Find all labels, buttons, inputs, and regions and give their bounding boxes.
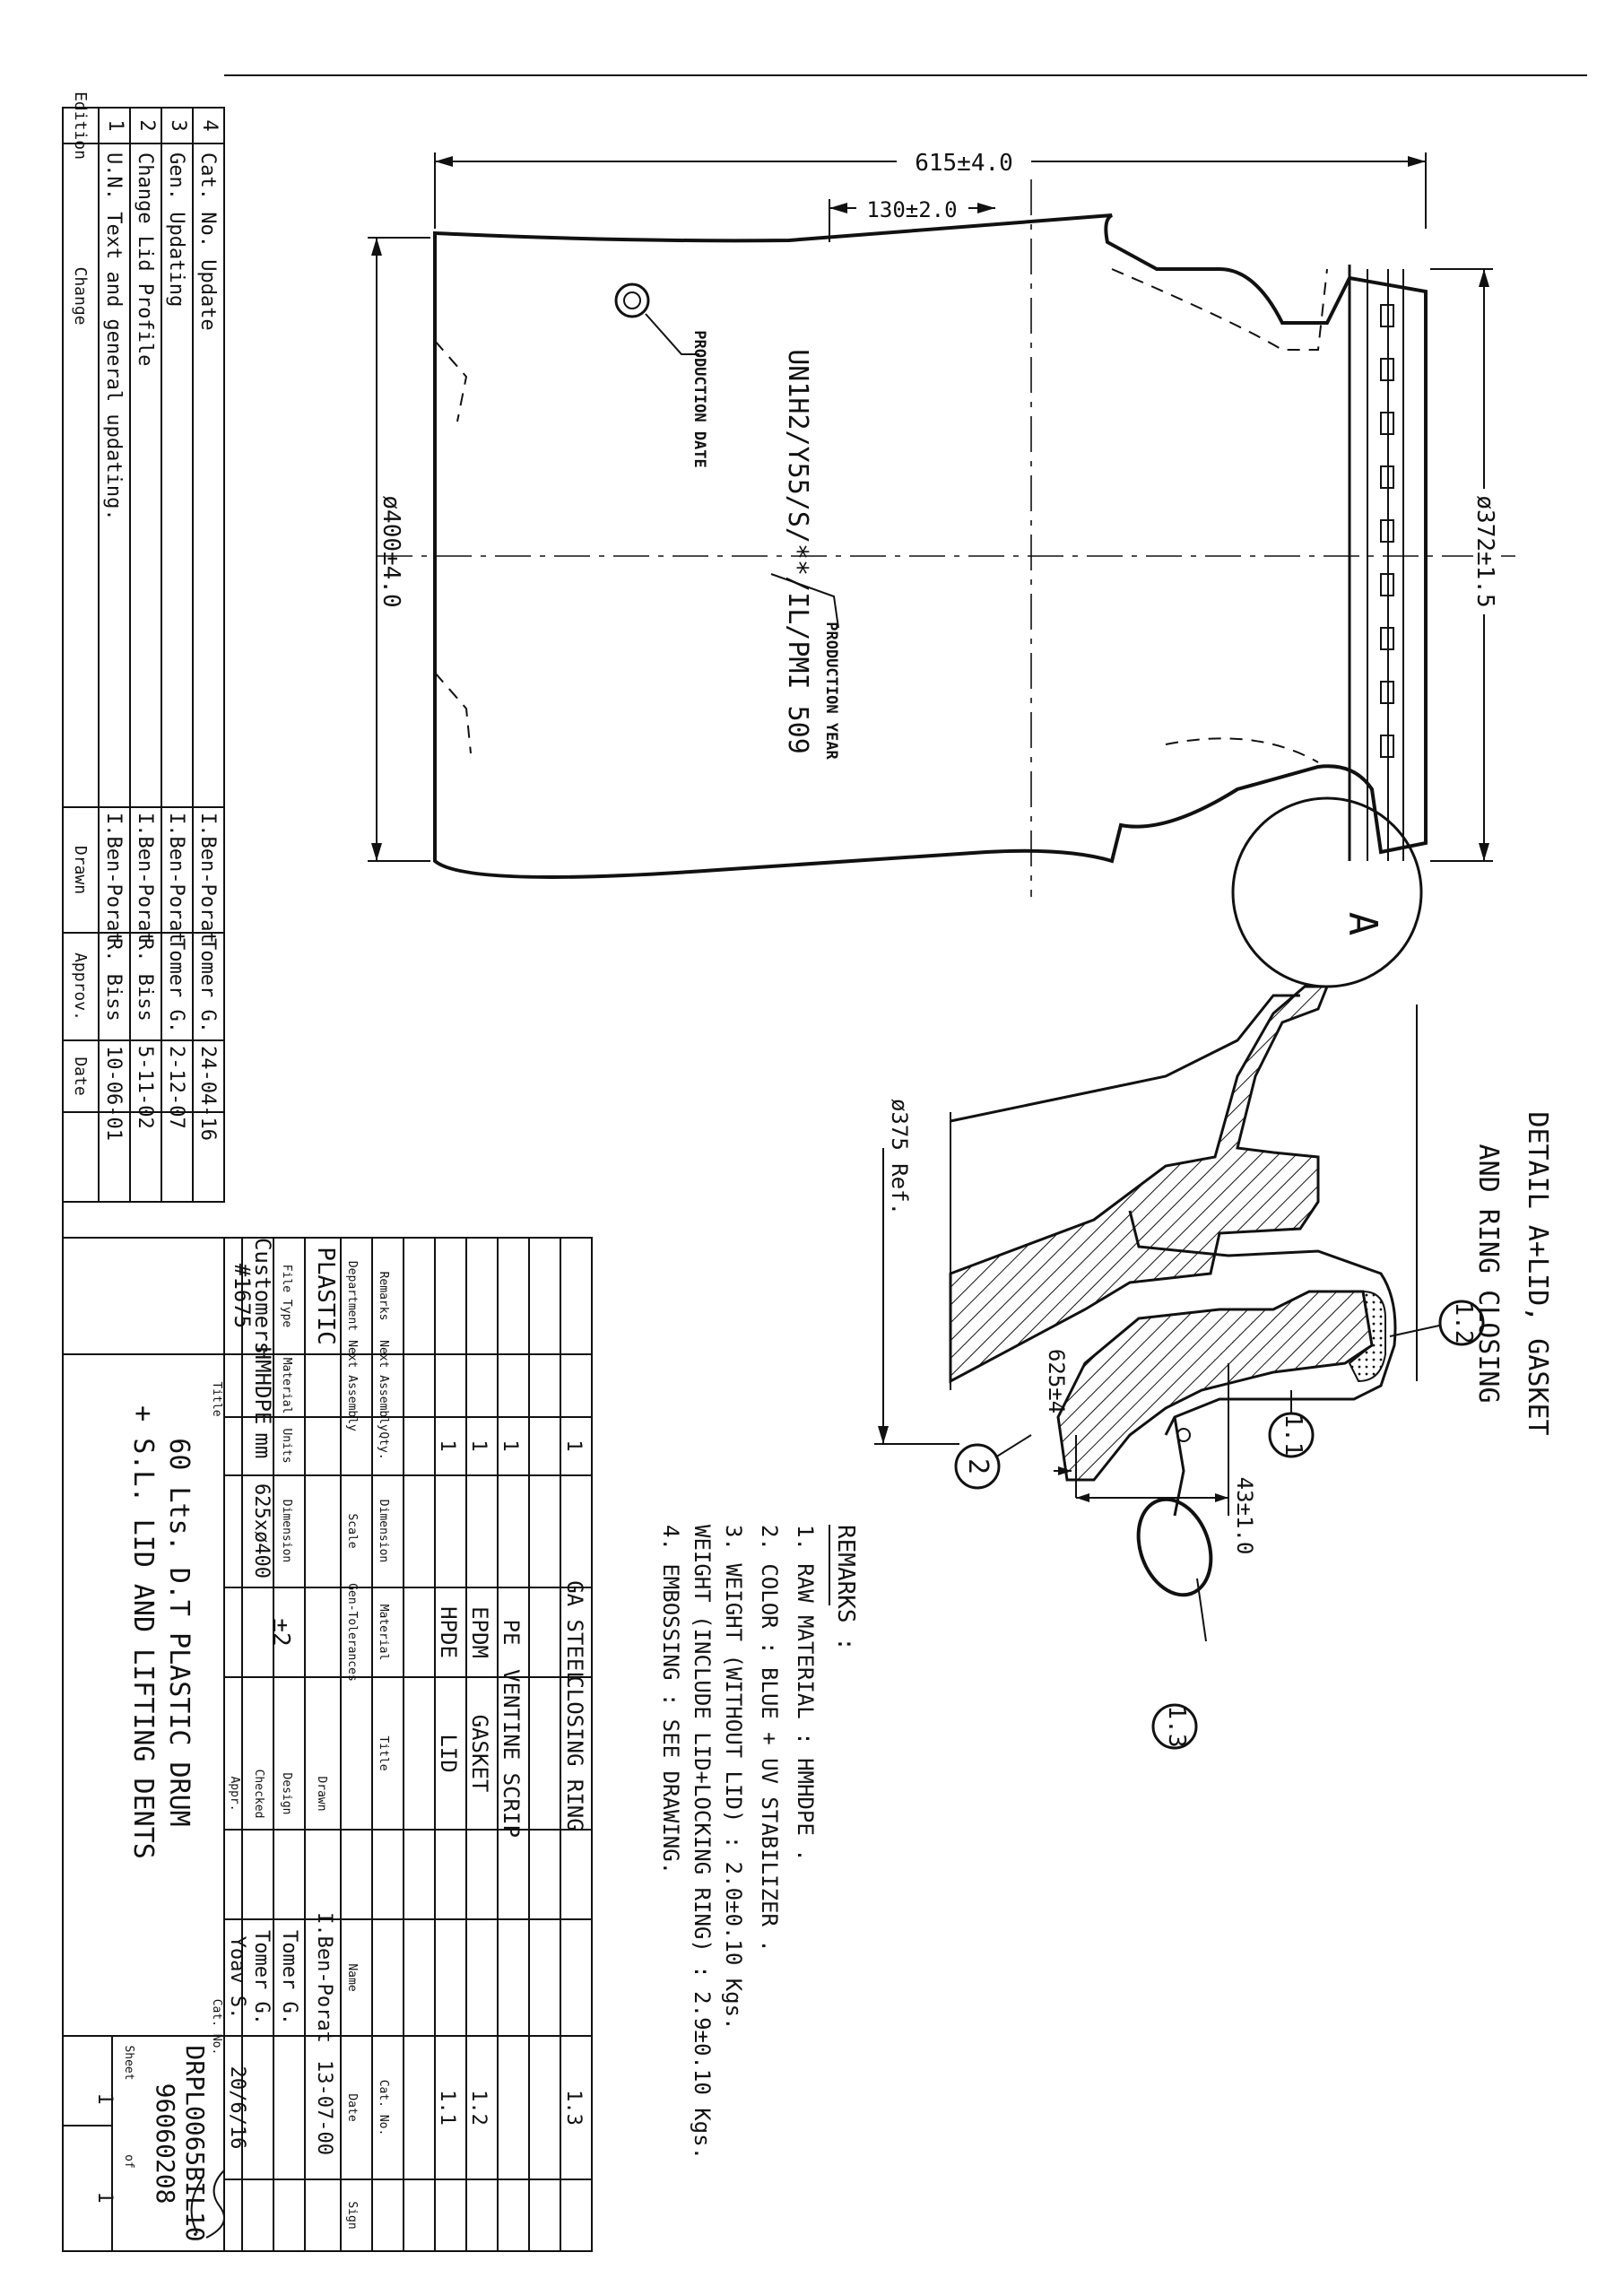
detail-dim-43: 43±1.0 [1232, 1476, 1257, 1555]
drum-side-view [377, 179, 1515, 987]
label-units: Units [280, 1428, 293, 1464]
dimension-value: 625xø400 [250, 1483, 273, 1578]
remarks-heading: REMARKS : [832, 1525, 859, 1651]
rev-change: Cat. No. Update [196, 152, 219, 331]
rev-change: Gen. Updating [165, 152, 187, 308]
rev-edition: 1 [104, 119, 126, 132]
bom-header-dimension: Dimension [377, 1499, 390, 1563]
remark-2: 2. COLOR : BLUE + UV STABILIZER . [757, 1525, 782, 1952]
label-checked: Checked [252, 1769, 265, 1819]
label-department: Department [345, 1260, 359, 1332]
drawn-date: 13-07-00 [313, 2060, 335, 2155]
balloon-1-2: 1.2 [1450, 1301, 1477, 1344]
label-appr: Appr. [228, 1776, 241, 1812]
production-date-label: PRODUCTION DATE [690, 330, 708, 468]
balloon-2: 2 [962, 1457, 994, 1475]
rev-date: 5-11-02 [134, 1046, 156, 1129]
rev-approv: Tomer G. [196, 938, 219, 1033]
label-name: Name [345, 1963, 359, 1992]
bom-header-title: Title [377, 1735, 390, 1771]
bom-cat: 1.3 [562, 2090, 585, 2126]
checked-name: Tomer G. [250, 1930, 273, 2025]
bom-qty: 1 [562, 1439, 585, 1452]
customers-label: Customers [250, 1237, 275, 1355]
label-material: Material [280, 1357, 293, 1414]
bom-header-qty: Qty. [377, 1431, 390, 1460]
bom-title: VENTINE SCRIP [499, 1669, 524, 1838]
balloon-1-1: 1.1 [1280, 1413, 1306, 1457]
label-sign: Sign [345, 2201, 359, 2230]
units-value: mm [250, 1432, 275, 1459]
design-name: Tomer G. [278, 1930, 300, 2025]
label-of: of [122, 2154, 135, 2169]
bom-title: GASKET [467, 1714, 492, 1793]
bom-title: LID [436, 1734, 461, 1773]
detail-ref-diameter: ø375 Ref. [887, 1098, 912, 1216]
remark-1: 1. RAW MATERIAL : HMHDPE . [793, 1525, 818, 1862]
dim-total-length: 615±4.0 [915, 150, 1013, 177]
production-year-label: PRODUCTION YEAR [822, 622, 840, 760]
rev-header-change: Change [71, 266, 90, 326]
remark-3b: WEIGHT (INCLUDE LID+LOCKING RING) : 2.9±0.10 Kgs. [690, 1525, 715, 2161]
bom-material: PE [499, 1619, 524, 1646]
rev-drawn: I.Ben-Porat [102, 813, 125, 944]
customer-number: #1675 [230, 1263, 255, 1329]
sheet-value: 1 [93, 2092, 116, 2105]
detail-title-line2: AND RING CLOSING [1472, 1144, 1504, 1404]
bom-qty: 1 [467, 1439, 490, 1452]
label-date: Date [345, 2093, 359, 2122]
doc-number: 96060208 [151, 2083, 180, 2205]
rev-header-approv: Approv. [71, 952, 90, 1021]
appr-date: 20/6/16 [226, 2066, 248, 2150]
bom-material: EPDM [467, 1606, 492, 1658]
dim-top-diameter: ø372±1.5 [1471, 495, 1498, 608]
label-gen-tolerances: Gen-Tolerances [345, 1583, 359, 1682]
rev-drawn: I.Ben-Porat [134, 813, 156, 944]
rev-change: Change Lid Profile [134, 152, 156, 367]
rev-edition: 3 [167, 119, 189, 132]
remark-4: 4. EMBOSSING : SEE DRAWING. [658, 1525, 683, 1875]
label-sheet: Sheet [122, 2045, 135, 2081]
bom-material: HPDE [436, 1606, 461, 1658]
remarks-block [658, 1525, 859, 2160]
detail-dim-625: 625±4 [1044, 1348, 1069, 1414]
rev-header-drawn: Drawn [71, 845, 90, 895]
rev-date: 2-12-07 [165, 1046, 187, 1129]
rev-drawn: I.Ben-Porat [165, 813, 187, 944]
appr-name: Yoav S. [226, 1935, 248, 2020]
main-dimensions [368, 147, 1498, 861]
detail-a-circle [1233, 798, 1421, 987]
drawing-title-line2: + S.L. LID AND LIFTING DENTS [127, 1405, 159, 1859]
material-value: HMHDPE [250, 1346, 275, 1425]
bom-header-material: Material [377, 1604, 390, 1661]
rev-date: 24-04-16 [196, 1046, 219, 1141]
detail-title-line1: DETAIL A+LID, GASKET [1522, 1111, 1553, 1436]
of-value: 1 [93, 2191, 116, 2204]
rev-edition: 2 [135, 119, 158, 132]
bom-header-next-assembly: Next Assembly [377, 1340, 390, 1431]
bom-qty: 1 [499, 1439, 521, 1452]
label-dimension: Dimension [280, 1499, 293, 1563]
rev-date: 10-06-01 [102, 1046, 125, 1141]
label-scale: Scale [345, 1513, 359, 1549]
rev-approv: R. Biss [134, 938, 156, 1022]
label-drawn: Drawn [315, 1776, 328, 1812]
rev-change: U.N. Text and general updating. [102, 152, 125, 521]
dim-body-diameter: ø400±4.0 [378, 495, 404, 608]
rev-approv: Tomer G. [165, 938, 187, 1033]
un-marking: UN1H2/Y55/S/**/IL/PMI 509 [782, 349, 813, 754]
detail-marker: A [1340, 911, 1385, 936]
bom-header-cat: Cat. No. [377, 2079, 390, 2136]
dim-lid-height: 130±2.0 [866, 197, 958, 222]
rev-drawn: I.Ben-Porat [196, 813, 219, 944]
rev-edition: 4 [198, 119, 221, 132]
balloon-1-3: 1.3 [1163, 1705, 1190, 1748]
bom-cat: 1.1 [436, 2090, 458, 2126]
tolerance-value: ±2 [267, 1618, 294, 1647]
bom-material: GA STEEL [562, 1580, 587, 1684]
label-next-assembly: Next Assembly [345, 1340, 359, 1431]
bom-qty: 1 [436, 1439, 458, 1452]
rev-header-edition: Edition [71, 91, 90, 160]
label-file-type: File Type [280, 1264, 293, 1328]
label-title: Title [210, 1381, 223, 1417]
lifting-ring [1125, 1489, 1223, 1605]
rev-approv: R. Biss [102, 938, 125, 1022]
bom-cat: 1.2 [467, 2090, 490, 2126]
department-value: PLASTIC [312, 1247, 339, 1345]
label-design: Design [280, 1772, 293, 1815]
drawing-title-line1: 60 Lts. D.T PLASTIC DRUM [163, 1438, 195, 1827]
drawn-name: I.Ben-Porat [313, 1912, 335, 2043]
rev-header-date: Date [71, 1057, 90, 1096]
bom-header-remarks: Remarks [377, 1271, 390, 1321]
bom-title: CLOSING RING [562, 1675, 587, 1831]
cat-number: DRPL0065BIL10 [180, 2045, 210, 2242]
remark-3: 3. WEIGHT (WITHOUT LID) : 2.0±0.10 Kgs. [721, 1525, 746, 2031]
label-cat-no: Cat. No. [210, 1998, 223, 2056]
detail-a-section [874, 987, 1483, 1748]
